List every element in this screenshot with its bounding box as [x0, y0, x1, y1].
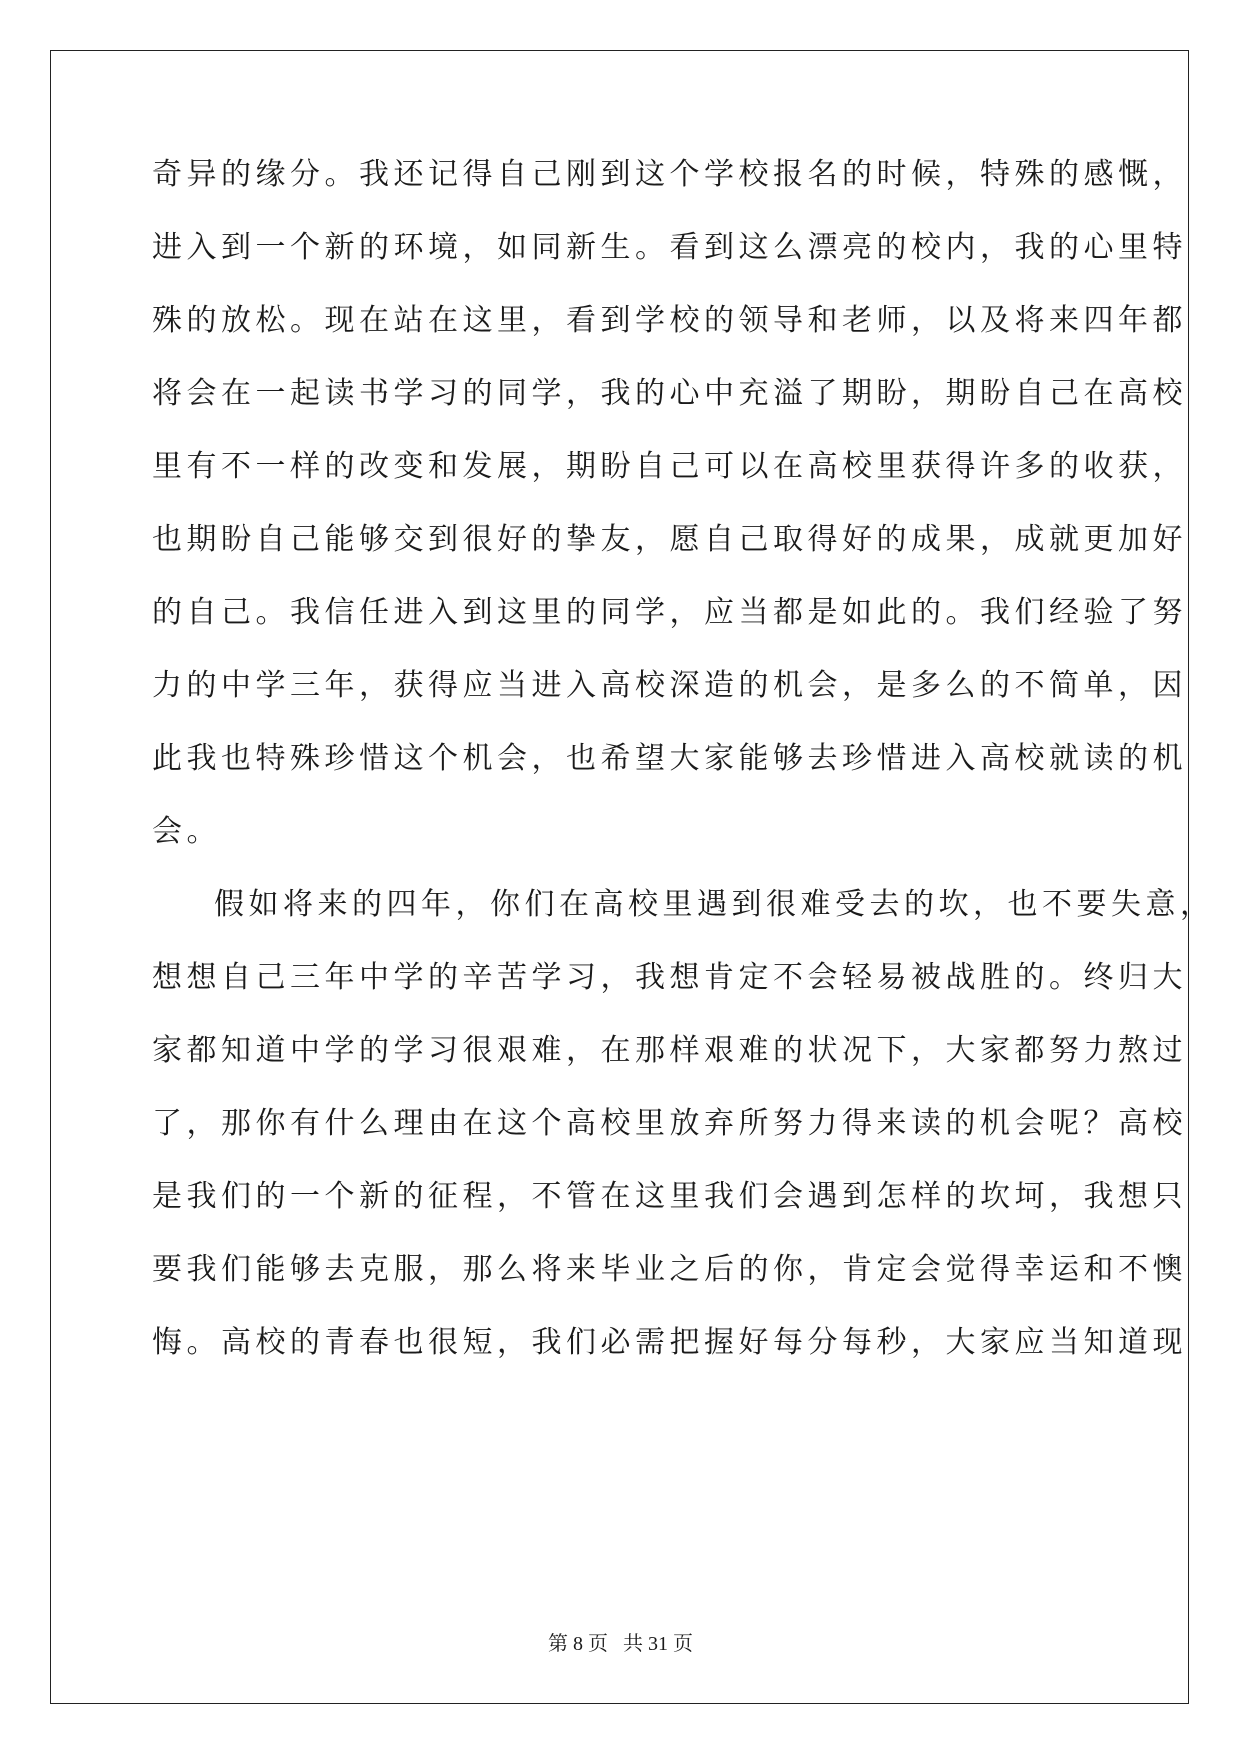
text-line: 里有不一样的改变和发展，期盼自己可以在高校里获得许多的收获，: [152, 449, 1187, 484]
text-line: 力的中学三年，获得应当进入高校深造的机会，是多么的不简单，因: [152, 668, 1187, 703]
text-line: 殊的放松。现在站在这里，看到学校的领导和老师，以及将来四年都: [152, 303, 1187, 338]
text-line: 想想自己三年中学的辛苦学习，我想肯定不会轻易被战胜的。终归大: [152, 960, 1187, 995]
page-number: 第 8 页: [548, 1633, 608, 1655]
text-line: 了，那你有什么理由在这个高校里放弃所努力得来读的机会呢？高校: [152, 1106, 1187, 1141]
page-footer: [0, 1627, 1241, 1656]
text-line: 进入到一个新的环境，如同新生。看到这么漂亮的校内，我的心里特: [152, 230, 1187, 265]
text-line: 奇异的缘分。我还记得自己刚到这个学校报名的时候，特殊的感慨，: [152, 157, 1187, 192]
text-line: 家都知道中学的学习很艰难，在那样艰难的状况下，大家都努力熬过: [152, 1033, 1187, 1068]
text-line: 也期盼自己能够交到很好的挚友，愿自己取得好的成果，成就更加好: [152, 522, 1187, 557]
text-line: 悔。高校的青春也很短，我们必需把握好每分每秒，大家应当知道现: [152, 1325, 1187, 1360]
text-line: 的自己。我信任进入到这里的同学，应当都是如此的。我们经验了努: [152, 595, 1187, 630]
total-pages: 共 31 页: [623, 1633, 693, 1655]
page-border: [50, 50, 1189, 1704]
text-line: 此我也特殊珍惜这个机会，也希望大家能够去珍惜进入高校就读的机: [152, 741, 1187, 776]
text-line: 要我们能够去克服，那么将来毕业之后的你，肯定会觉得幸运和不懊: [152, 1252, 1187, 1287]
text-line: 会。: [152, 814, 221, 849]
text-line: 将会在一起读书学习的同学，我的心中充溢了期盼，期盼自己在高校: [152, 376, 1187, 411]
text-line: 是我们的一个新的征程，不管在这里我们会遇到怎样的坎坷，我想只: [152, 1179, 1187, 1214]
text-line: 假如将来的四年，你们在高校里遇到很难受去的坎，也不要失意，: [214, 887, 1215, 922]
